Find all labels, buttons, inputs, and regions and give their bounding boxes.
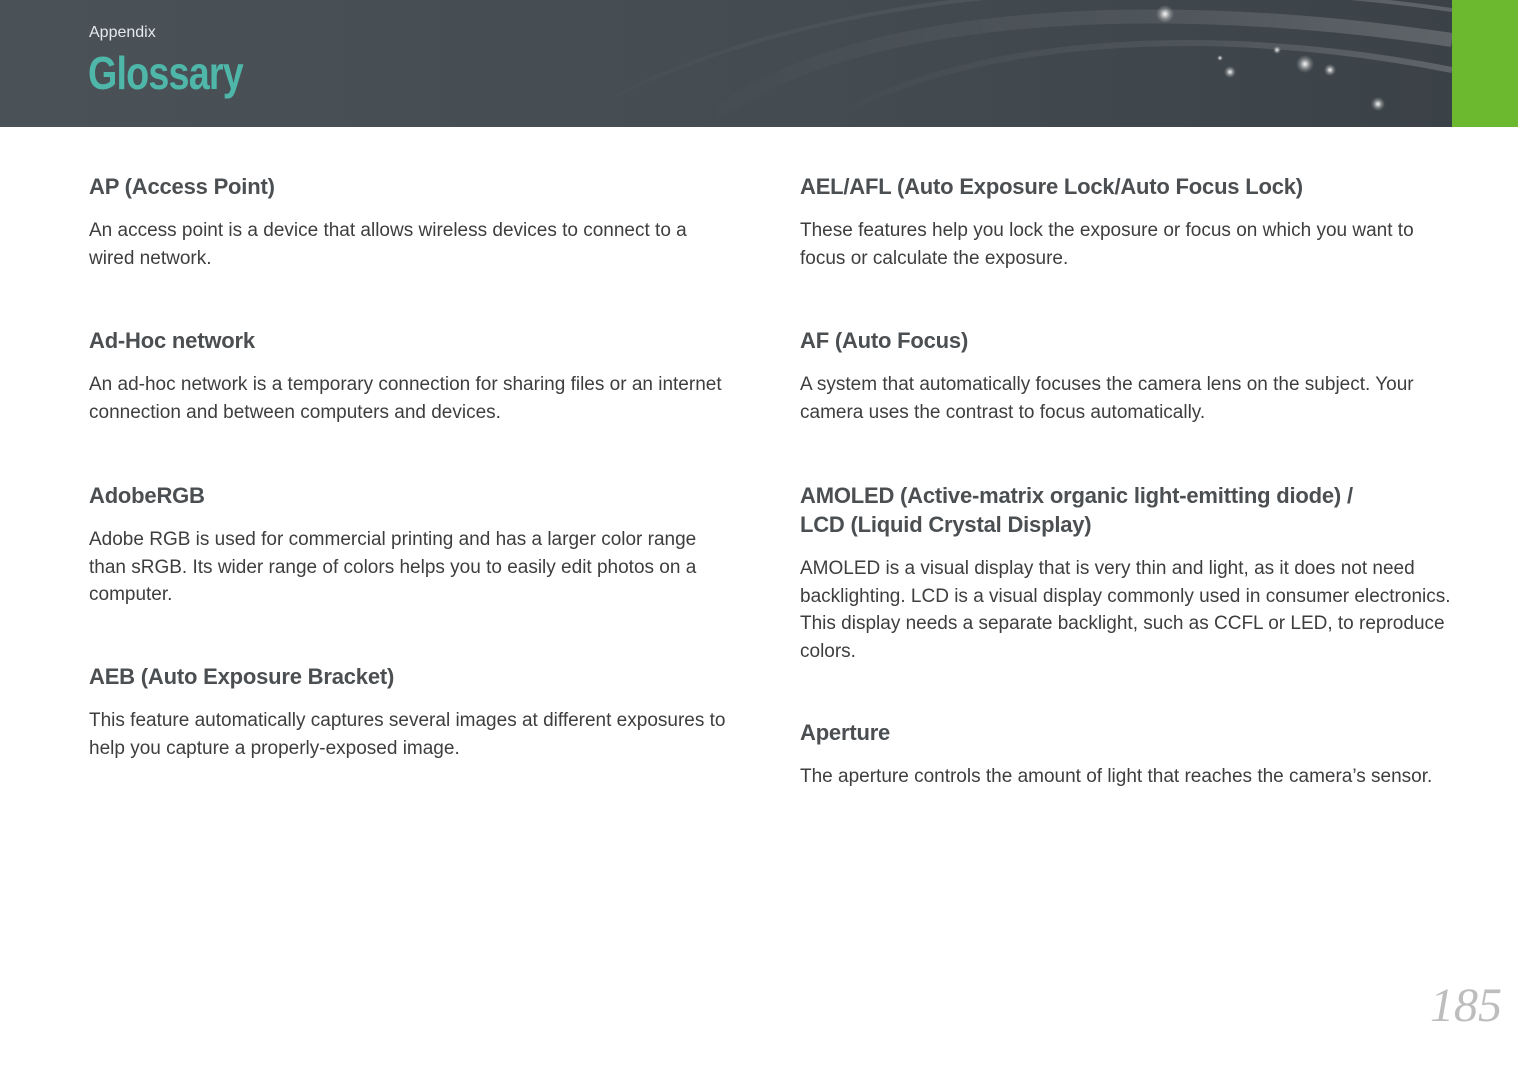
glossary-definition: Adobe RGB is used for commercial printing and has a larger color range than sRGB. Its wider range of colors helps you to easily edit photos on a computer. — [89, 529, 697, 605]
glossary-term: AdobeRGB — [89, 483, 205, 508]
glossary-definition: An ad-hoc network is a temporary connection for sharing files or an internet connection and between computers and devices. — [89, 374, 722, 423]
glossary-entry — [89, 326, 729, 426]
glossary-term-line: LCD (Liquid Crystal Display) — [800, 512, 1092, 537]
glossary-definition: A system that automatically focuses the camera lens on the subject. Your camera uses the contrast to focus automatically. — [800, 374, 1414, 423]
glossary-term-line: AMOLED (Active-matrix organic light-emitting diode) / — [800, 483, 1353, 508]
page-number: 185 — [1430, 979, 1502, 1032]
glossary-term: AP (Access Point) — [89, 174, 275, 199]
glossary-term — [800, 481, 1460, 539]
glossary-entry — [89, 662, 729, 762]
glossary-term: AEL/AFL (Auto Exposure Lock/Auto Focus Lock) — [800, 174, 1303, 199]
glossary-definition: The aperture controls the amount of light that reaches the camera’s sensor. — [800, 766, 1433, 787]
section-label: Appendix — [89, 24, 156, 41]
glossary-definition: AMOLED is a visual display that is very thin and light, as it does not need backlighting. LCD is a visual display commonly used in consumer electronics. This display needs a separate backlight, such as CCFL or LED, to reproduce colors. — [800, 558, 1451, 662]
glossary-term: Aperture — [800, 720, 891, 745]
glossary-entry — [800, 718, 1460, 791]
glossary-definition: An access point is a device that allows wireless devices to connect to a wired network. — [89, 220, 687, 269]
header-banner — [0, 0, 1452, 127]
glossary-term: AF (Auto Focus) — [800, 328, 969, 353]
chapter-tab — [1452, 0, 1518, 127]
glossary-entry — [800, 326, 1460, 426]
glossary-entry — [800, 172, 1460, 272]
glossary-term: AEB (Auto Exposure Bracket) — [89, 664, 395, 689]
page-title: Glossary — [88, 47, 243, 99]
glossary-entry — [89, 172, 729, 272]
glossary-term: Ad-Hoc network — [89, 328, 255, 353]
glossary-definition: This feature automatically captures several images at different exposures to help you capture a properly-exposed image. — [89, 710, 726, 759]
glossary-definition: These features help you lock the exposure or focus on which you want to focus or calculate the exposure. — [800, 220, 1414, 269]
glossary-entry — [800, 481, 1460, 665]
glossary-entry — [89, 481, 729, 609]
